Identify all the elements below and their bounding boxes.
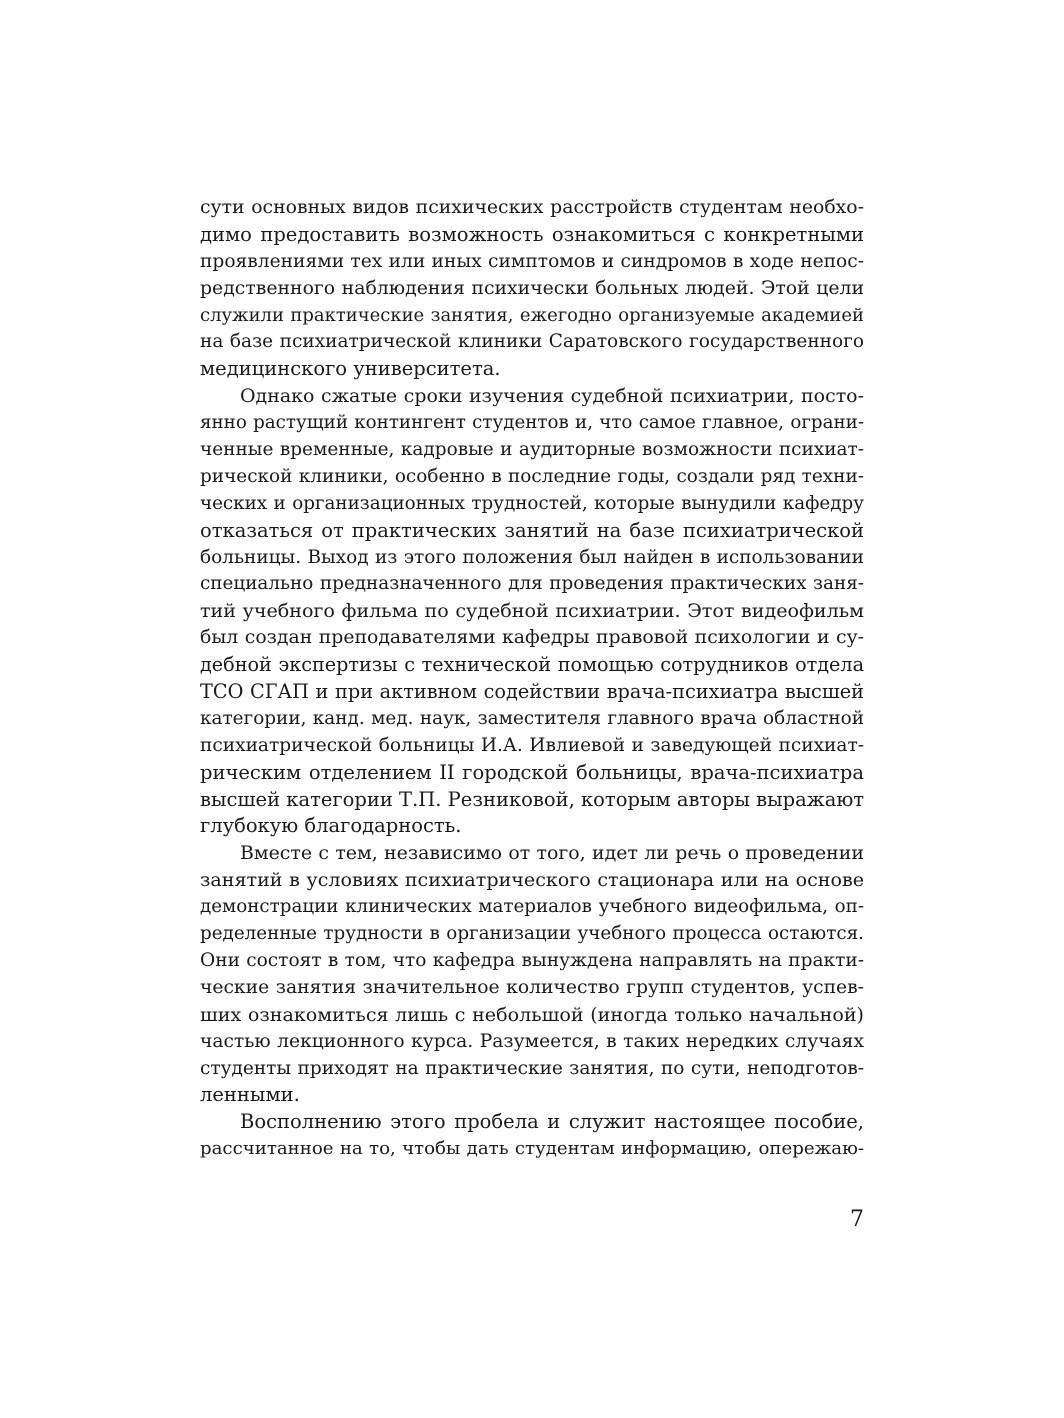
text-line: Вместе с тем, независимо от того, идет ли речь о проведении xyxy=(240,842,864,865)
text-line: ТСО СГАП и при активном содействии врача-психиатра высшей xyxy=(200,680,864,704)
text-line: сути основных видов психических расстройств студентам необхо- xyxy=(200,197,864,218)
page-number: 7 xyxy=(850,1207,864,1232)
text-line: ленными. xyxy=(200,1083,300,1107)
text-line: дебной экспертизы с технической помощью сотрудников отдела xyxy=(200,653,864,677)
text-line: ределенные трудности в организации учебного процесса остаются. xyxy=(200,923,864,945)
text-line: Однако сжатые сроки изучения судебной психиатрии, посто- xyxy=(240,385,864,408)
text-line: рической клиники, особенно в последние годы, создали ряд техни- xyxy=(200,465,864,487)
text-line: отказаться от практических занятий на базе психиатрической xyxy=(200,518,864,542)
text-line: Они состоят в том, что кафедра вынуждена направлять на практи- xyxy=(200,949,864,971)
text-line: занятий в условиях психиатрического стационара или на основе xyxy=(200,868,864,892)
text-line: рическим отделением II городской больницы, врача-психиатра xyxy=(200,760,864,784)
text-line: проявлениями тех или иных симптомов и синдромов в ходе непос- xyxy=(200,250,864,272)
text-line: медицинского университета. xyxy=(200,357,501,381)
text-line: студенты приходят на практические занятия, по сути, неподготов- xyxy=(200,1057,864,1079)
text-line: на базе психиатрической клиники Саратовского государственного xyxy=(200,331,864,353)
text-line: больницы. Выход из этого положения был найден в использовании xyxy=(200,546,864,568)
text-line: категории, канд. мед. наук, заместителя главного врача областной xyxy=(200,707,864,729)
text-line: ческие занятия значительное количество групп студентов, успев- xyxy=(200,976,864,998)
text-line: был создан преподавателями кафедры правовой психологии и су- xyxy=(200,627,864,649)
text-line: димо предоставить возможность ознакомиться с конкретными xyxy=(200,222,864,246)
text-line: демонстрации клинических материалов учебного видеофильма, оп- xyxy=(200,896,864,918)
text-line: рассчитанное на то, чтобы дать студентам информацию, опережаю- xyxy=(200,1138,864,1160)
text-line: Восполнению этого пробела и служит настоящее пособие, xyxy=(240,1110,864,1134)
text-line: служили практические занятия, ежегодно организуемые академией xyxy=(200,304,864,326)
text-line: глубокую благодарность. xyxy=(200,814,462,838)
text-line: тий учебного фильма по судебной психиатрии. Этот видеофильм xyxy=(200,599,864,623)
text-line: частью лекционного курса. Разумеется, в таких нередких случаях xyxy=(200,1030,864,1052)
text-line: специально предназначенного для проведения практических заня- xyxy=(200,573,864,595)
text-line: ческих и организационных трудностей, которые вынудили кафедру xyxy=(200,492,864,514)
text-line: янно растущий контингент студентов и, что самое главное, ограни- xyxy=(200,412,864,434)
text-line: ченные временные, кадровые и аудиторные возможности психиат- xyxy=(200,439,864,461)
text-line: высшей категории Т.П. Резниковой, которым авторы выражают xyxy=(200,787,865,811)
text-line: ших ознакомиться лишь с небольшой (иногда только начальной) xyxy=(200,1002,864,1026)
text-line: редственного наблюдения психически больных людей. Этой цели xyxy=(200,277,864,299)
body-text xyxy=(200,195,864,1163)
text-line: психиатрической больницы И.А. Ивлиевой и заведующей психиат- xyxy=(200,734,864,756)
